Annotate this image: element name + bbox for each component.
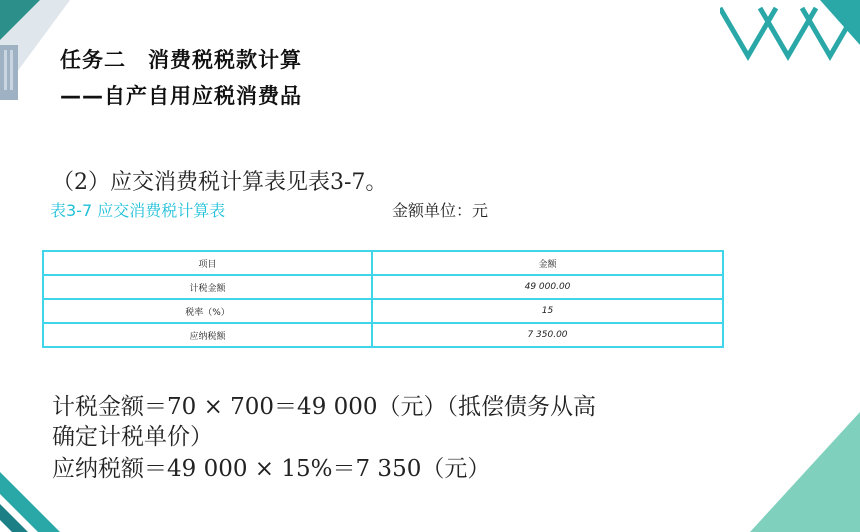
- table-row: [43, 275, 723, 299]
- cell-label: 应纳税额: [43, 323, 372, 347]
- page-title: [60, 44, 302, 74]
- cell-value: 7 350.00: [372, 323, 723, 347]
- page-subtitle: ——自产自用应税消费品: [60, 84, 302, 108]
- header-amount: 金额: [372, 251, 723, 275]
- title-topic: 消费税税款计算: [148, 48, 302, 72]
- cell-label: 计税金额: [43, 275, 372, 299]
- formula-tax-payable: 应纳税额＝49 000 × 15%＝7 350（元）: [52, 456, 491, 482]
- table-row: [43, 323, 723, 347]
- formula-taxable-amount: 计税金额＝70 × 700＝49 000（元）（抵偿债务从高: [52, 394, 597, 420]
- cell-value: 15: [372, 299, 723, 323]
- tax-calc-table: [42, 250, 724, 348]
- corner-chevron-decoration: [720, 0, 860, 62]
- formula-taxable-note: 确定计税单价）: [52, 424, 213, 450]
- table-header-row: [43, 251, 723, 275]
- table-row: [43, 299, 723, 323]
- header-item: 项目: [43, 251, 372, 275]
- title-task: 任务二: [60, 48, 126, 72]
- corner-triangle-decoration: [730, 412, 860, 532]
- table-caption: 表3-7 应交消费税计算表: [50, 201, 226, 220]
- unit-caption: 金额单位：元: [392, 201, 489, 220]
- cell-label: 税率（%）: [43, 299, 372, 323]
- cell-value: 49 000.00: [372, 275, 723, 299]
- intro-text: （2）应交消费税计算表见表3-7。: [52, 170, 388, 195]
